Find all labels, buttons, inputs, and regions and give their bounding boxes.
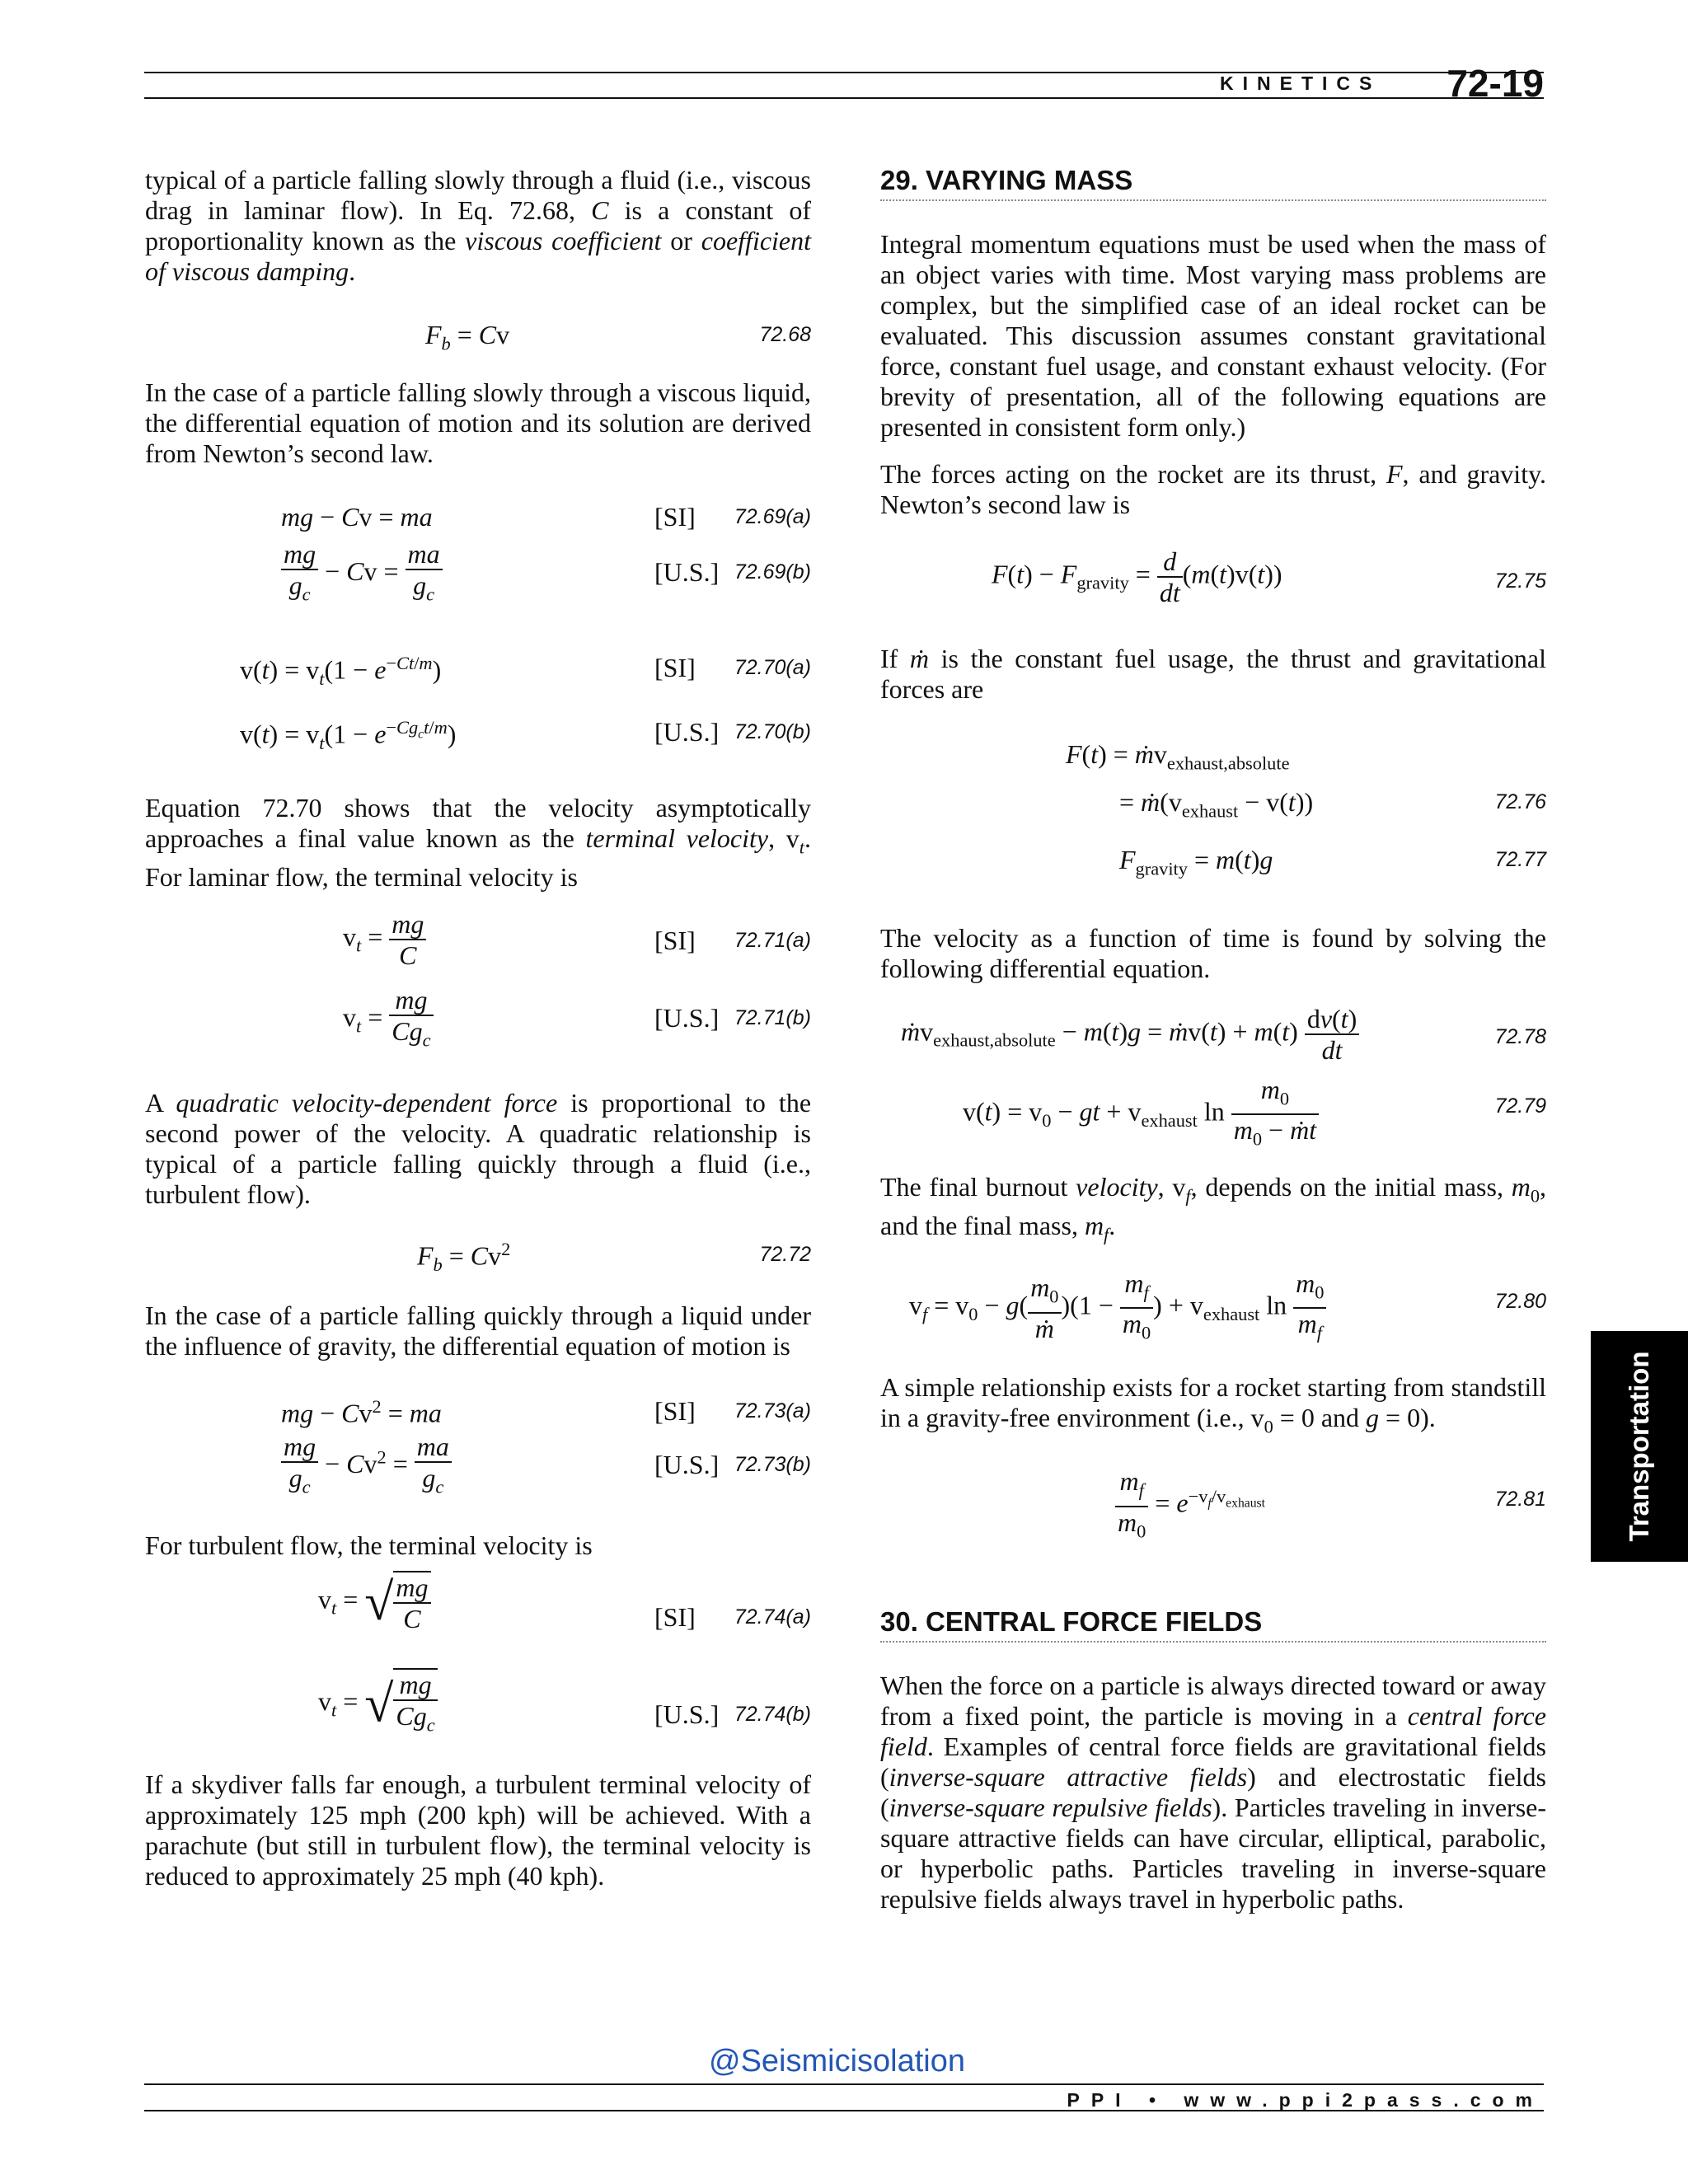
paragraph: When the force on a particle is always directed toward or away from a fixed point, the particle is moving in a central force field. Examples of central force fields are gravitational fields (inverse-square attractive fields) and electrostatic fields (inverse-square repulsive fields). Particles traveling in inverse-square attractive fields can have circular, elliptical, parabolic, or hyperbolic paths. Particles traveling in inverse-square repulsive fields always travel in hyperbolic paths. <box>880 1671 1547 1915</box>
equation-72-81: $\frac{m_f}{m_0}$ = $e^{-v_f/v_{exhaust}}$ 72.81 <box>880 1441 1546 1606</box>
right-column <box>880 165 1546 1915</box>
paragraph: typical of a particle falling slowly through a fluid (i.e., viscous drag in laminar flow). In Eq. 72.68, C is a constant of proportionality known as the viscous coefficient or coefficient of viscous damping. <box>145 165 812 286</box>
footer-url: PPI • www.ppi2pass.com <box>1067 2089 1544 2111</box>
paragraph: If ṁ is the constant fuel usage, the thrust and gravitational forces are <box>880 644 1547 704</box>
equation-72-73a: mg − $Cv^2$ = ma [SI] 72.73(a) <box>281 1396 811 1429</box>
paragraph: A simple relationship exists for a rocket starting from standstill in a gravity-free environment (i.e., $v_0 = 0$ and g = 0). <box>880 1371 1546 1437</box>
equation-72-69a: mg − Cv = ma [SI] 72.69(a) <box>281 502 811 532</box>
watermark: @Seismicisolation <box>709 2044 966 2079</box>
footer-rule-top <box>144 2083 1544 2085</box>
equation-72-74b: $v_t$ = √ $\frac{mg}{Cg_c}$ [U.S.] 72.74(b) <box>145 1658 811 1769</box>
equation-72-73b: $\frac{mg}{g_c}$ − $Cv^2$ = $\frac{ma}{g_c}$ [U.S.] 72.73(b) <box>145 1432 811 1530</box>
paragraph: A quadratic velocity-dependent force is proportional to the second power of the velocity. A quadratic relationship is typical of a particle falling quickly through a fluid (i.e., turbulent flow). <box>145 1088 812 1210</box>
equation-72-75: $F(t) - F_{gravity}$ = $\frac{d}{dt}$ (m(t)v(t)) 72.75 <box>992 546 1546 607</box>
paragraph: The velocity as a function of time is found by solving the following differential equation. <box>880 923 1546 983</box>
left-column <box>145 165 811 1891</box>
equation-72-72: $F_b = Cv^2$ 72.72 <box>417 1239 811 1276</box>
equation-72-74a: $v_t$ = √ $\frac{mg}{C}$ [SI] 72.74(a) <box>318 1572 811 1634</box>
paragraph: Integral momentum equations must be used when the mass of an object varies with time. Most varying mass problems are complex, but the simplified case of an ideal rocket can be evaluated. This discussion assumes constant gravitational force, constant fuel usage, and constant exhaust velocity. (For brevity of presentation, all of the following equations are presented in consistent form only.) <box>880 229 1546 442</box>
section-heading-central-force-fields: 30. CENTRAL FORCE FIELDS <box>880 1606 1546 1643</box>
paragraph: Equation 72.70 shows that the velocity asymptotically approaches a final value known as the terminal velocity, $v_t$. For laminar flow, the terminal velocity is <box>145 793 812 893</box>
header-rule-bottom <box>144 97 1544 99</box>
equation-72-77: $F_{gravity} = m(t)g$ 72.77 <box>1119 845 1546 879</box>
chapter-tab-label: Transportation <box>1624 1351 1654 1542</box>
equation-72-69b: $\frac{mg}{g_c}$ − Cv = $\frac{ma}{g_c}$ [U.S.] 72.69(b) <box>145 539 811 636</box>
equation-72-70b: $v(t) = v_t(1 - e^{-Cg_ct/m})$ [U.S.] 72.70(b) <box>240 717 811 754</box>
equation-72-70a: $v(t) = v_t(1 - e^{-Ct/m})$ [SI] 72.70(a) <box>240 653 811 690</box>
chapter-tab-transportation[interactable] <box>1591 1331 1688 1562</box>
equation-72-68: $F_b = Cv$ 72.68 <box>425 320 811 354</box>
equation-72-71a: $v_t$ = $\frac{mg}{C}$ [SI] 72.71(a) <box>343 909 811 971</box>
section-heading-varying-mass: 29. VARYING MASS <box>880 165 1546 201</box>
running-head: KINETICS <box>1220 73 1381 94</box>
equation-72-76: F(t) = ṁv$_{exhaust,absolute}$ = $ṁ(v_{exhaust} - v(t))$ 72.76 <box>1066 739 1546 822</box>
paragraph: For turbulent flow, the terminal velocity is <box>145 1530 593 1561</box>
paragraph: If a skydiver falls far enough, a turbulent terminal velocity of approximately 125 mph (200 kph) will be achieved. With a parachute (but still in turbulent flow), the terminal velocity is reduced to approximately 25 mph (40 kph). <box>145 1769 811 1891</box>
paragraph: The final burnout velocity, $v_f$, depends on the initial mass, $m_0$, and the final mass, $m_f$. <box>880 1172 1547 1245</box>
equation-72-79: $v(t) = v_0$ − gt + $v_{exhaust}$ ln $\frac{m_0}{m_0 - ṁt}$ 72.79 <box>963 1075 1546 1150</box>
equation-72-80: $v_f = v_0 - g$( $\frac{m_0}{\text{ṁ}}$ )(1 − $\frac{m_f}{m_0}$ ) + $v_{exhaust}$ ln $\frac{m_0}{m_f}$ 72.80 <box>909 1268 1546 1343</box>
paragraph: In the case of a particle falling slowly through a viscous liquid, the differential equation of motion and its solution are derived from Newton’s second law. <box>145 377 811 468</box>
paragraph: In the case of a particle falling quickly through a liquid under the influence of gravity, the differential equation of motion is <box>145 1301 811 1361</box>
page-number: 72-19 <box>1447 62 1544 105</box>
equation-72-78: ṁv$_{exhaust,absolute}$ − m(t)g = ṁv(t) + m(t) $\frac{dv(t)}{dt}$ 72.78 <box>901 1004 1546 1065</box>
equation-72-71b: $v_t$ = $\frac{mg}{Cg_c}$ [U.S.] 72.71(b) <box>343 985 811 1051</box>
paragraph: The forces acting on the rocket are its thrust, F, and gravity. Newton’s second law is <box>880 459 1547 519</box>
